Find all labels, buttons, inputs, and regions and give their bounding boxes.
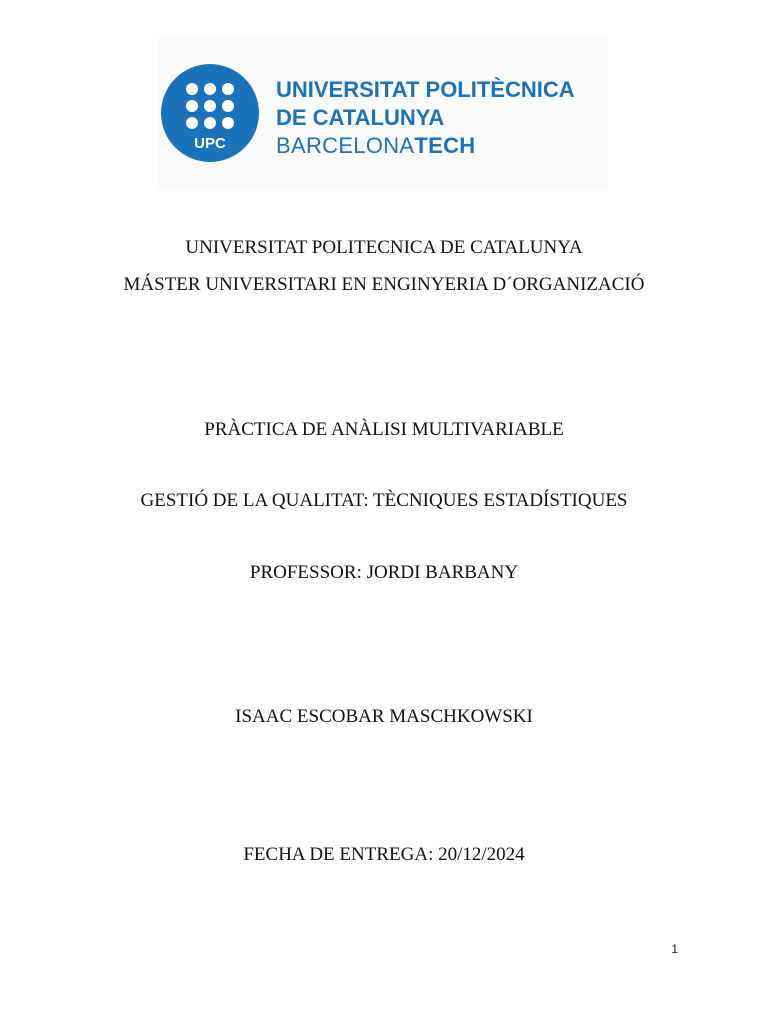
delivery-date: FECHA DE ENTREGA: 20/12/2024 (243, 844, 525, 865)
author-name: ISAAC ESCOBAR MASCHKOWSKI (235, 706, 533, 727)
upc-logo (158, 38, 608, 190)
logo-line-2: DE CATALUNYA (276, 105, 445, 130)
upc-emblem-icon (161, 64, 259, 162)
logo-line-1: UNIVERSITAT POLITÈCNICA (276, 77, 575, 102)
logo-line-3 (276, 132, 575, 160)
upc-wordmark (276, 76, 575, 160)
logo-line-3-bold: TECH (414, 133, 476, 158)
upc-emblem-text: UPC (194, 135, 226, 152)
page-number: 1 (671, 942, 678, 956)
practice-title: PRÀCTICA DE ANÀLISI MULTIVARIABLE (204, 419, 564, 440)
master-name: MÁSTER UNIVERSITARI EN ENGINYERIA D´ORGANIZACIÓ (123, 274, 645, 295)
university-name: UNIVERSITAT POLITECNICA DE CATALUNYA (185, 237, 583, 258)
subject-title: GESTIÓ DE LA QUALITAT: TÈCNIQUES ESTADÍSTIQUES (140, 490, 628, 511)
professor-name: PROFESSOR: JORDI BARBANY (249, 562, 519, 583)
logo-line-3-regular: BARCELONA (276, 133, 415, 158)
